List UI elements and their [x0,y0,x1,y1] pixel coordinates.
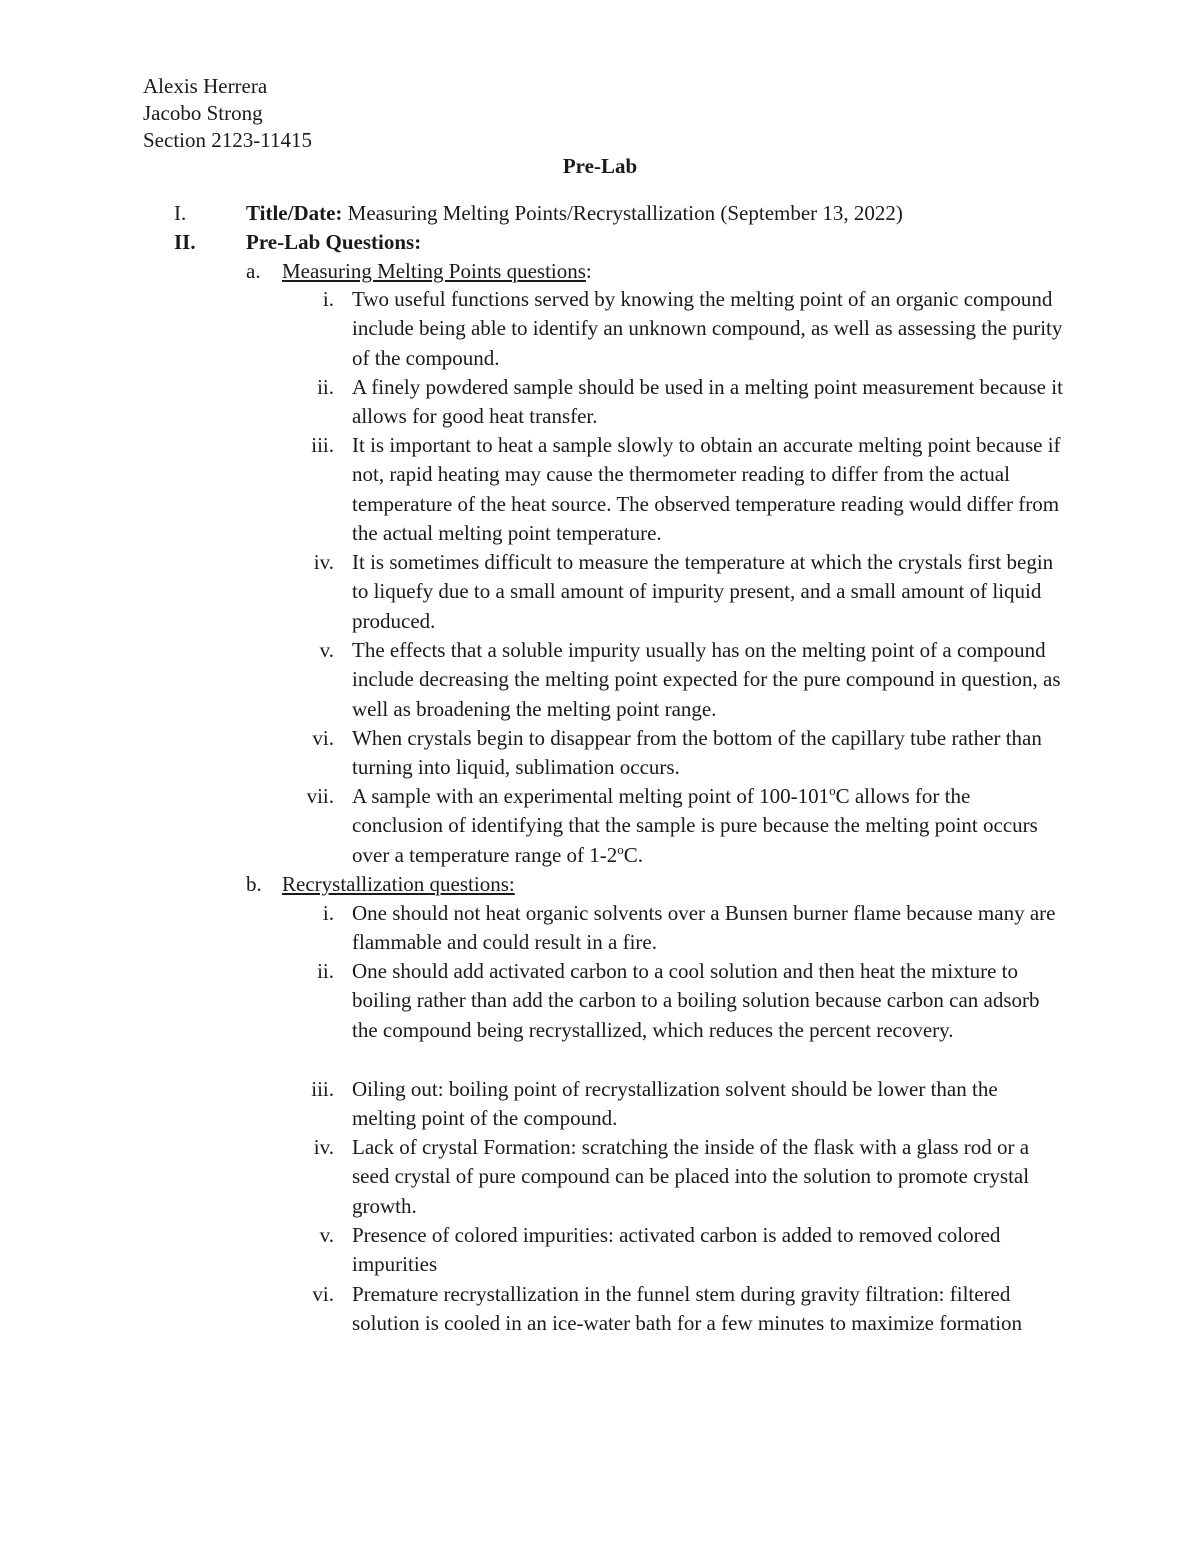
list-item-text-part: C allows for the conclusion of identifying that the sample is pure because the melting point occurs over a temperature range of 1-2 [352,784,1038,867]
subsection-heading-a [282,257,592,285]
degree-symbol: o [829,783,836,798]
list-item-text-part: C. [623,842,644,867]
section-label-2: Pre-Lab Questions: [246,230,422,254]
list-item-text-part: A sample with an experimental melting point of 100-101 [352,784,830,808]
section-label-1: Title/Date: [246,201,343,225]
section-title-date [246,199,903,227]
list-item-number: iv. [313,550,334,574]
page-title: Pre-Lab [562,154,638,178]
degree-symbol: o [617,841,624,857]
author-name-1: Alexis Herrera [143,74,268,98]
section-number: Section 2123-11415 [143,128,312,152]
list-item-number: ii. [317,959,334,983]
list-item-text: It is sometimes difficult to measure the temperature at which the crystals first begin to liquefy due to a small amount of impurity present, and a small amount of liquid produced. [352,550,1054,633]
list-item-text: Oiling out: boiling point of recrystallization solvent should be lower than the melting point of the compound. [352,1077,998,1131]
list-item-number: iii. [311,433,334,457]
list-item-number: iii. [311,1077,334,1101]
list-item-number: vi. [312,726,334,750]
list-item-text: Lack of crystal Formation: scratching the inside of the flask with a glass rod or a seed crystal of pure compound can be placed into the solution to promote crystal growth. [352,1135,1030,1218]
subsection-heading-a-colon: : [585,259,592,283]
section-numeral-1: I. [174,201,187,225]
list-item-number: i. [322,901,334,925]
list-item-text: Presence of colored impurities: activated carbon is added to removed colored impurities [352,1223,1001,1277]
list-item-text: It is important to heat a sample slowly to obtain an accurate melting point because if not, rapid heating may cause the thermometer reading to differ from the actual temperature of the heat source. The observed temperature reading would differ from the actual melting point temperature. [352,433,1061,546]
list-item-number: vii. [306,784,334,808]
list-item-text: One should add activated carbon to a cool solution and then heat the mixture to boiling rather than add the carbon to a boiling solution because carbon can adsorb the compound being recrystallized, which reduces the percent recovery. [352,959,1040,1042]
list-item-text: When crystals begin to disappear from the bottom of the capillary tube rather than turning into liquid, sublimation occurs. [352,726,1042,780]
list-item-text: A finely powdered sample should be used in a melting point measurement because it allows for good heat transfer. [352,375,1063,429]
subsection-heading-b: Recrystallization questions: [282,872,515,896]
list-item-text: The effects that a soluble impurity usually has on the melting point of a compound include decreasing the melting point expected for the pure compound in question, as well as broadening the melting point range. [352,638,1061,721]
section-numeral-2: II. [174,230,196,254]
list-item-text: Premature recrystallization in the funnel stem during gravity filtration: filtered solution is cooled in an ice-water bath for a few minutes to maximize formation [352,1282,1023,1336]
author-name-2: Jacobo Strong [143,101,263,125]
section-text-1: Measuring Melting Points/Recrystallization (September 13, 2022) [342,201,903,225]
list-item-text: One should not heat organic solvents over a Bunsen burner flame because many are flammable and could result in a fire. [352,901,1056,955]
list-item-number: iv. [313,1135,334,1159]
list-item-number: v. [319,638,334,662]
list-item-number: i. [322,287,334,311]
list-item-text: Two useful functions served by knowing the melting point of an organic compound include being able to identify an unknown compound, as well as assessing the purity of the compound. [352,287,1063,370]
list-item-number: vi. [312,1282,334,1306]
list-item-number: v. [319,1223,334,1247]
subsection-letter-a: a. [246,259,261,283]
subsection-letter-b: b. [246,872,262,896]
subsection-heading-a-text: Measuring Melting Points questions [282,259,586,283]
list-item-text [352,782,1064,870]
list-item-number: ii. [317,375,334,399]
